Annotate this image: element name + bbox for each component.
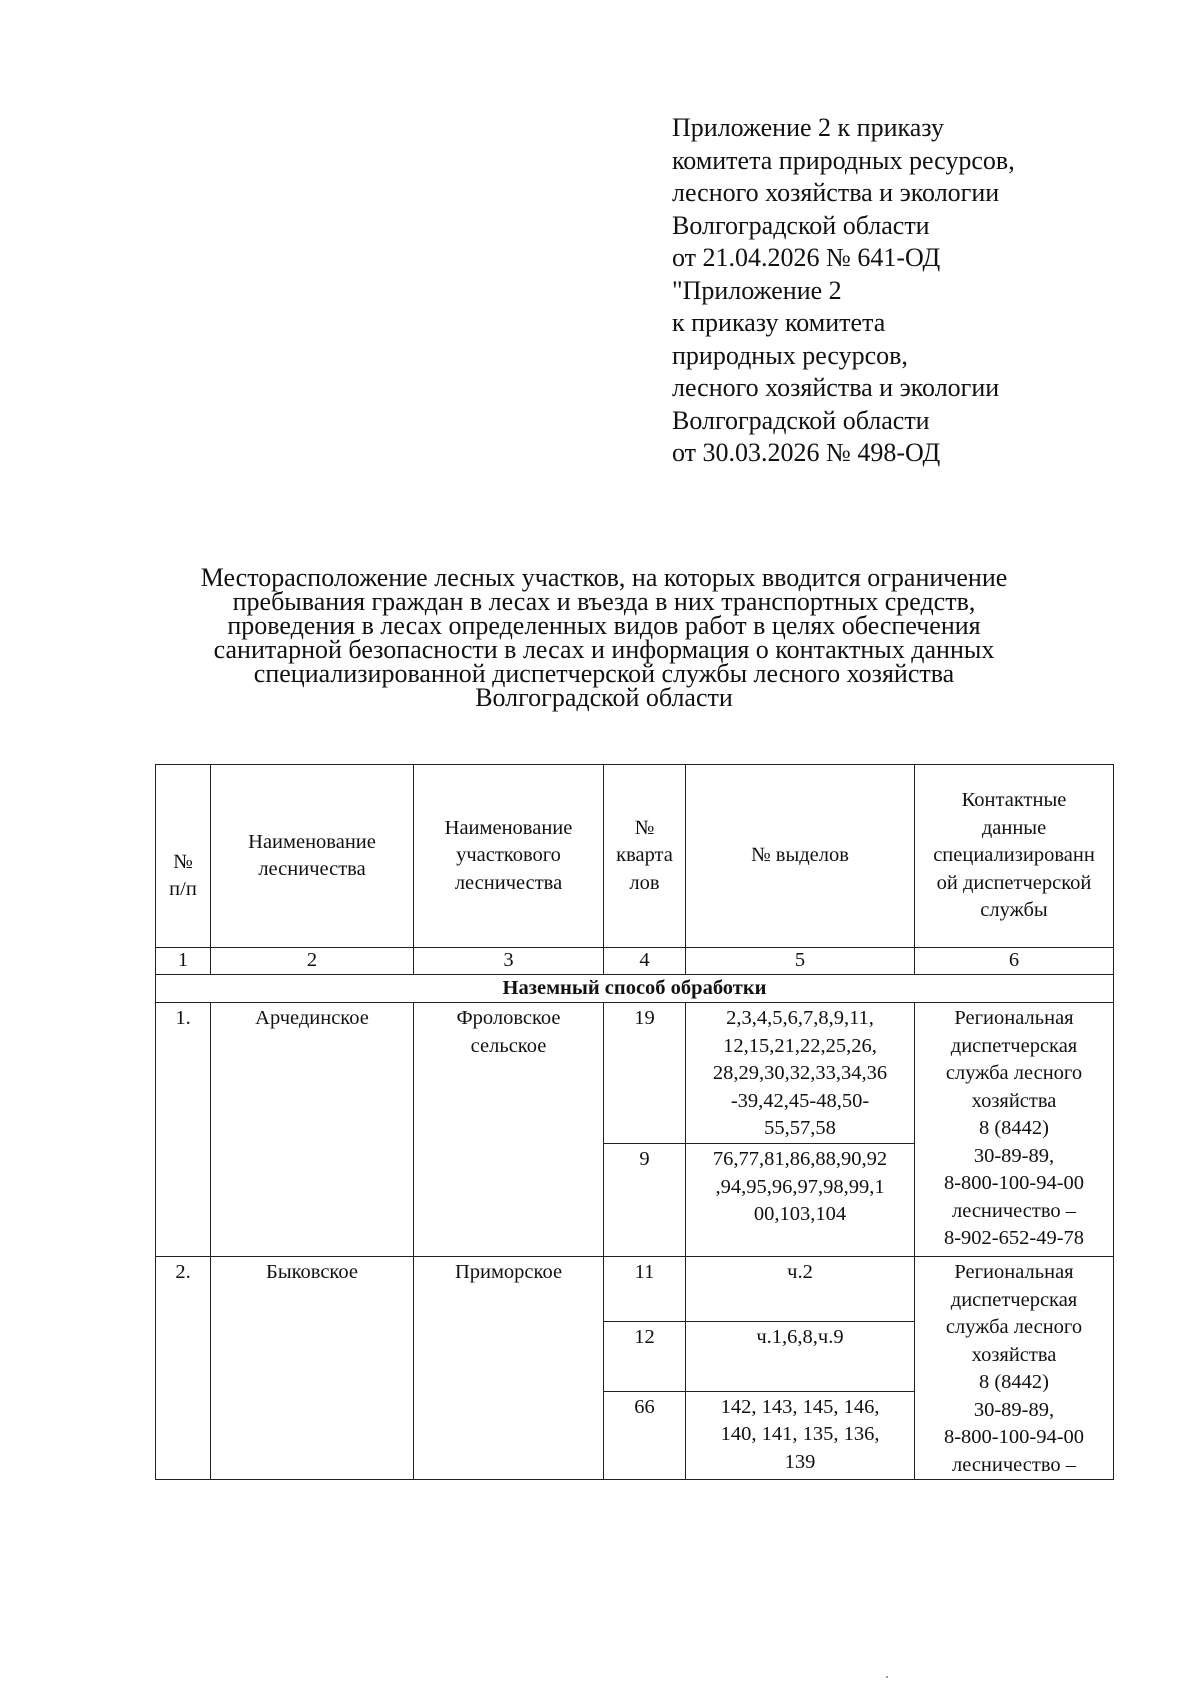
header-line: Волгоградской области — [672, 210, 930, 240]
plot-line: 00,103,104 — [753, 1203, 847, 1225]
contact-line: лесничество – — [951, 1199, 1077, 1222]
header-line: лесного хозяйства и экологии — [672, 178, 1000, 207]
contact-line: 8-800-100-94-00 — [943, 1172, 1085, 1194]
header-text: лесничества — [258, 858, 366, 880]
column-number-row — [156, 948, 1114, 975]
row-number: 2. — [156, 1257, 211, 1480]
column-number: 4 — [604, 948, 686, 975]
header-text: участкового — [456, 844, 561, 867]
column-number: 5 — [686, 948, 915, 975]
plot-numbers — [686, 1391, 915, 1479]
header-text: ой диспетчерской — [936, 871, 1092, 894]
district-line: сельское — [470, 1034, 547, 1057]
appendix-header — [672, 112, 1172, 470]
table-header-row — [156, 765, 1114, 948]
quarter-number: 11 — [604, 1257, 686, 1322]
title-line: пребывания граждан в лесах и въезда в них транспортных средств, — [232, 587, 976, 616]
quarter-number: 19 — [604, 1003, 686, 1144]
header-text: № выделов — [751, 844, 849, 867]
row-number: 1. — [156, 1003, 211, 1257]
contact-line: хозяйства — [971, 1343, 1057, 1366]
plot-line: ,94,95,96,97,98,99,1 — [715, 1175, 885, 1198]
header-text: Контактные — [961, 789, 1067, 812]
plot-line: 76,77,81,86,88,90,92 — [712, 1148, 888, 1170]
contact-data — [915, 1257, 1114, 1480]
plot-line: 142, 143, 145, 146, — [720, 1395, 880, 1418]
header-text: № — [173, 850, 193, 873]
contact-data — [915, 1003, 1114, 1257]
header-line: Приложение 2 к приказу — [672, 113, 945, 142]
contact-line: 8-902-652-49-78 — [943, 1227, 1085, 1249]
contact-line: диспетчерская — [950, 1034, 1078, 1057]
header-line: к приказу комитета — [672, 308, 886, 337]
contact-line: 8 (8442) — [978, 1371, 1050, 1393]
header-cell-plots — [686, 765, 915, 948]
header-text: лов — [629, 871, 660, 894]
plot-line: 140, 141, 135, 136, — [720, 1423, 880, 1446]
plot-line: ч.2 — [787, 1261, 813, 1283]
table-row — [156, 1257, 1114, 1322]
scan-speck — [886, 1676, 888, 1678]
title-line: Месторасположение лесных участков, на которых вводится ограничение — [200, 563, 1008, 592]
table-row — [156, 1003, 1114, 1144]
forestry-name: Арчединское — [211, 1003, 414, 1257]
plot-line: 12,15,21,22,25,26, — [723, 1034, 877, 1057]
plot-line: 139 — [784, 1450, 816, 1473]
quarter-number: 12 — [604, 1321, 686, 1391]
section-title: Наземный способ обработки — [156, 975, 1114, 1003]
title-line: проведения в лесах определенных видов работ в целях обеспечения — [227, 611, 981, 640]
contact-line: Региональная — [954, 1261, 1074, 1283]
column-number: 2 — [211, 948, 414, 975]
contact-line: 30-89-89, — [973, 1144, 1055, 1167]
section-row — [156, 975, 1114, 1003]
plot-line: ч.1,6,8,ч.9 — [756, 1325, 844, 1348]
quarter-number: 66 — [604, 1391, 686, 1479]
contact-line: служба лесного — [945, 1316, 1083, 1338]
plot-line: -39,42,45-48,50- — [730, 1089, 870, 1112]
header-line: "Приложение 2 — [672, 275, 842, 305]
plot-line: 28,29,30,32,33,34,36 — [712, 1062, 888, 1084]
header-text: Наименование — [248, 830, 376, 853]
district-line: Приморское — [454, 1261, 563, 1283]
header-text: п/п — [169, 878, 197, 900]
contact-line: Региональная — [954, 1007, 1074, 1029]
district-name — [414, 1003, 604, 1257]
header-cell-quarter — [604, 765, 686, 948]
header-cell-contact — [915, 765, 1114, 948]
header-text: специализированн — [933, 844, 1095, 867]
plot-numbers — [686, 1257, 915, 1322]
header-text: лесничества — [454, 871, 563, 894]
column-number: 3 — [414, 948, 604, 975]
contact-line: служба лесного — [945, 1062, 1083, 1084]
contact-line: диспетчерская — [950, 1288, 1078, 1311]
header-line: от 21.04.2026 № 641-ОД — [672, 243, 941, 272]
plot-numbers — [686, 1003, 915, 1144]
plot-line: 2,3,4,5,6,7,8,9,11, — [726, 1007, 874, 1029]
column-number: 6 — [915, 948, 1114, 975]
header-text: кварта — [616, 844, 673, 867]
contact-line: хозяйства — [971, 1089, 1057, 1112]
header-line: комитета природных ресурсов, — [672, 145, 1015, 175]
header-line: природных ресурсов, — [672, 340, 908, 370]
contact-line: 8-800-100-94-00 — [943, 1426, 1085, 1448]
plot-numbers — [686, 1144, 915, 1257]
header-cell-district — [414, 765, 604, 948]
header-line: лесного хозяйства и экологии — [672, 373, 1000, 402]
header-cell-forestry — [211, 765, 414, 948]
header-text: данные — [981, 816, 1047, 839]
contact-line: лесничество – — [951, 1453, 1077, 1476]
header-text: Наименование — [444, 816, 573, 839]
forestry-name: Быковское — [211, 1257, 414, 1480]
title-line: Волгоградской области — [475, 683, 733, 712]
plot-line: 55,57,58 — [764, 1117, 836, 1139]
plot-numbers — [686, 1321, 915, 1391]
document-title — [140, 563, 1068, 712]
title-line: специализированной диспетчерской службы лесного хозяйства — [253, 659, 955, 688]
header-line: от 30.03.2026 № 498-ОД — [672, 438, 941, 467]
title-line: санитарной безопасности в лесах и информация о контактных данных — [213, 635, 995, 664]
header-text: службы — [980, 899, 1048, 922]
contact-line: 8 (8442) — [978, 1117, 1050, 1139]
header-text: № — [634, 816, 655, 839]
district-line: Фроловское — [456, 1007, 561, 1029]
header-cell-num — [156, 765, 211, 948]
district-name — [414, 1257, 604, 1480]
quarter-number: 9 — [604, 1144, 686, 1257]
forest-areas-table — [155, 764, 1114, 1480]
column-number: 1 — [156, 948, 211, 975]
header-line: Волгоградской области — [672, 405, 930, 435]
contact-line: 30-89-89, — [973, 1398, 1055, 1421]
